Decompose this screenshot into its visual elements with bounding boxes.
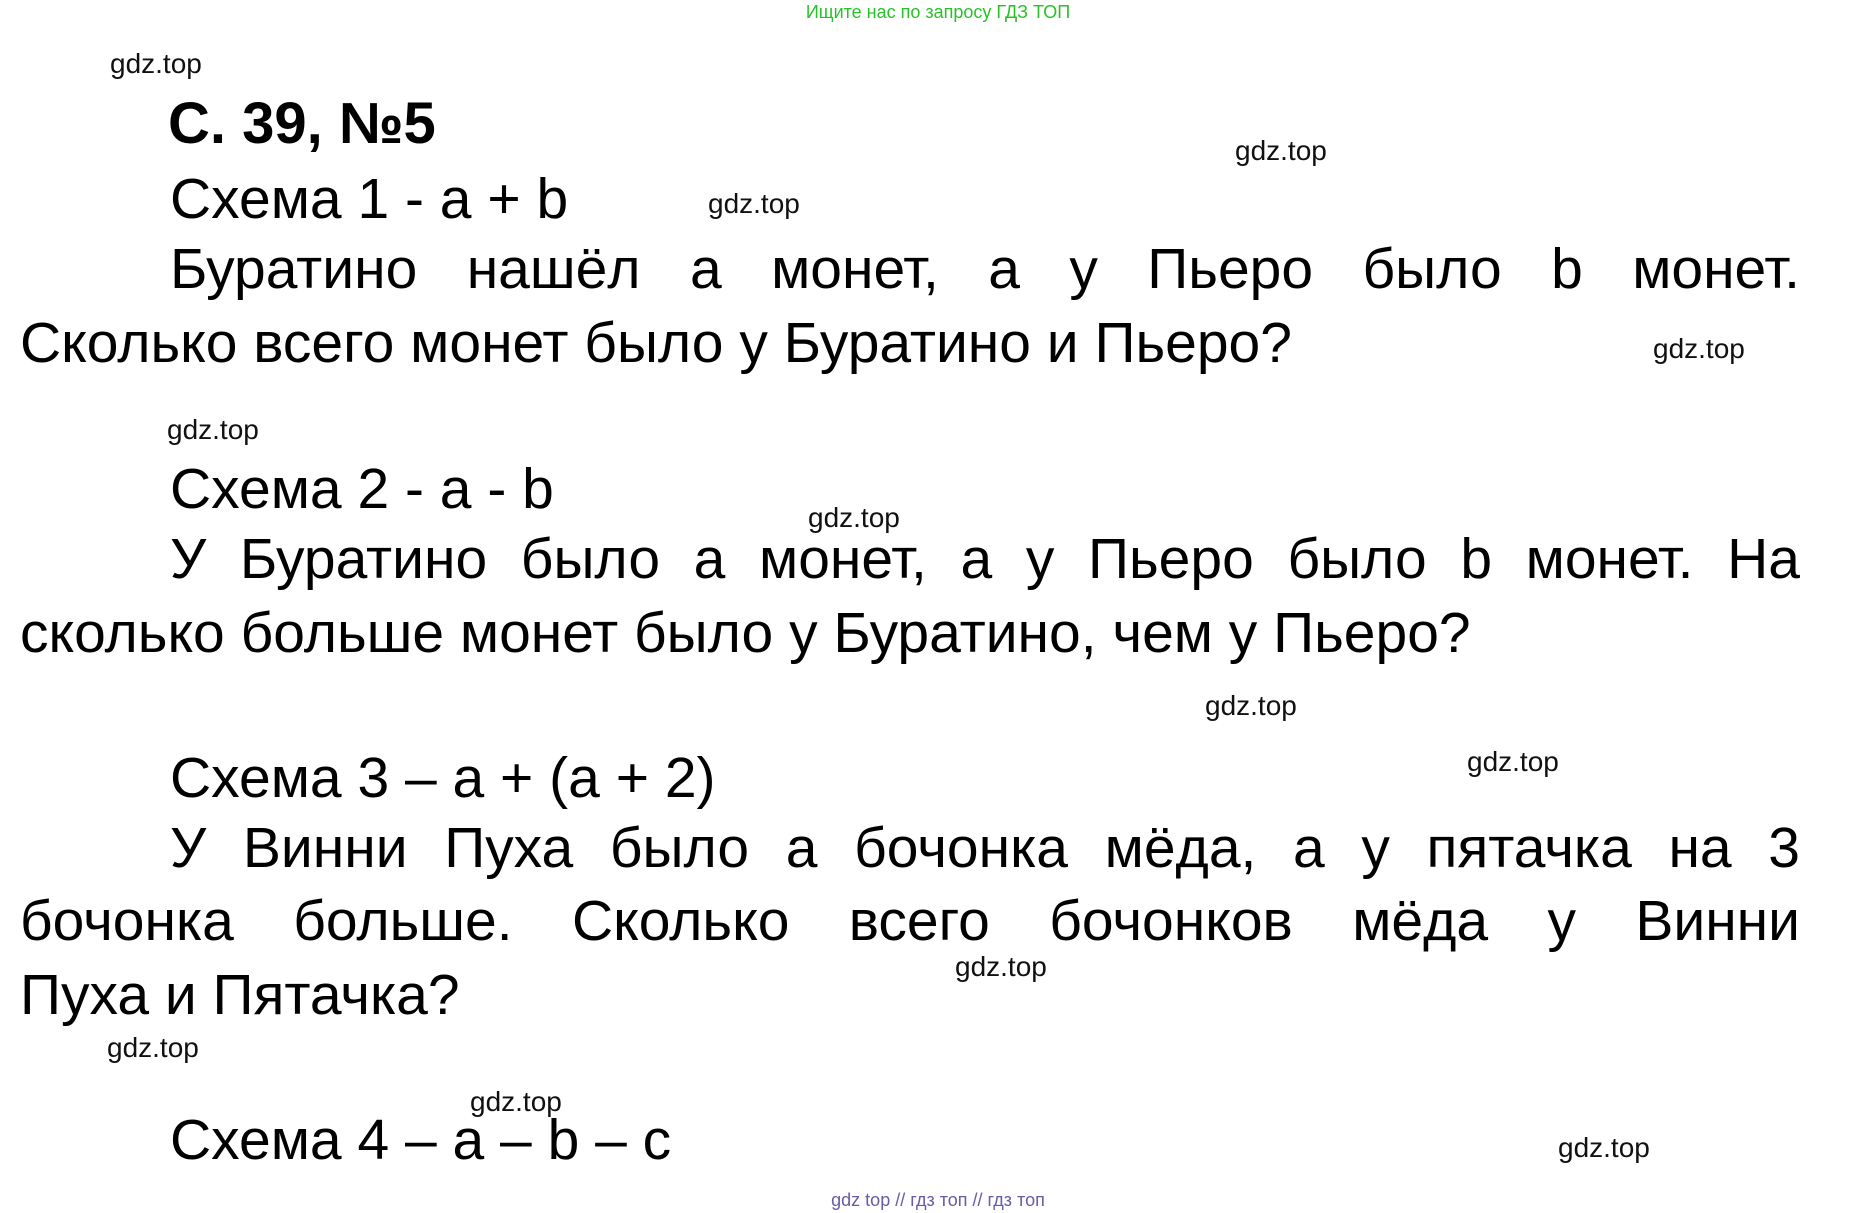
watermark: gdz.top: [167, 414, 259, 445]
watermark: gdz.top: [1205, 690, 1297, 721]
scheme-3-line-3: Пуха и Пятачка?: [20, 963, 460, 1027]
watermark: gdz.top: [110, 48, 202, 79]
watermark: gdz.top: [808, 502, 900, 533]
scheme-1-line-1: Буратино нашёл a монет, а у Пьеро было b монет.: [170, 237, 1800, 301]
scheme-3-line-1: У Винни Пуха было a бочонка мёда, а у пятачка на 3: [170, 816, 1800, 880]
watermark: gdz.top: [708, 188, 800, 219]
scheme-1-heading: Схема 1 - a + b: [170, 167, 569, 231]
watermark: gdz.top: [1653, 333, 1745, 364]
scheme-3-line-2: бочонка больше. Сколько всего бочонков мёда у Винни: [20, 889, 1800, 953]
watermark: gdz.top: [107, 1032, 199, 1063]
scheme-4-heading: Схема 4 – a – b – c: [170, 1108, 672, 1172]
search-banner: Ищите нас по запросу ГДЗ ТОП: [805, 2, 1071, 22]
page-title: С. 39, №5: [168, 91, 436, 156]
watermark: gdz.top: [1558, 1132, 1650, 1163]
footer-watermark: gdz top // гдз топ // гдз топ: [831, 1190, 1045, 1210]
watermark: gdz.top: [1235, 135, 1327, 166]
watermark: gdz.top: [1467, 746, 1559, 777]
scheme-2-heading: Схема 2 - a - b: [170, 457, 554, 521]
scheme-3-heading: Схема 3 – a + (a + 2): [170, 746, 716, 810]
scheme-2-line-1: У Буратино было a монет, а у Пьеро было b монет. На: [170, 527, 1800, 591]
watermark: gdz.top: [470, 1086, 562, 1117]
scheme-2-line-2: сколько больше монет было у Буратино, чем у Пьеро?: [20, 601, 1471, 665]
watermark: gdz.top: [955, 951, 1047, 982]
scheme-1-line-2: Сколько всего монет было у Буратино и Пьеро?: [20, 311, 1292, 375]
